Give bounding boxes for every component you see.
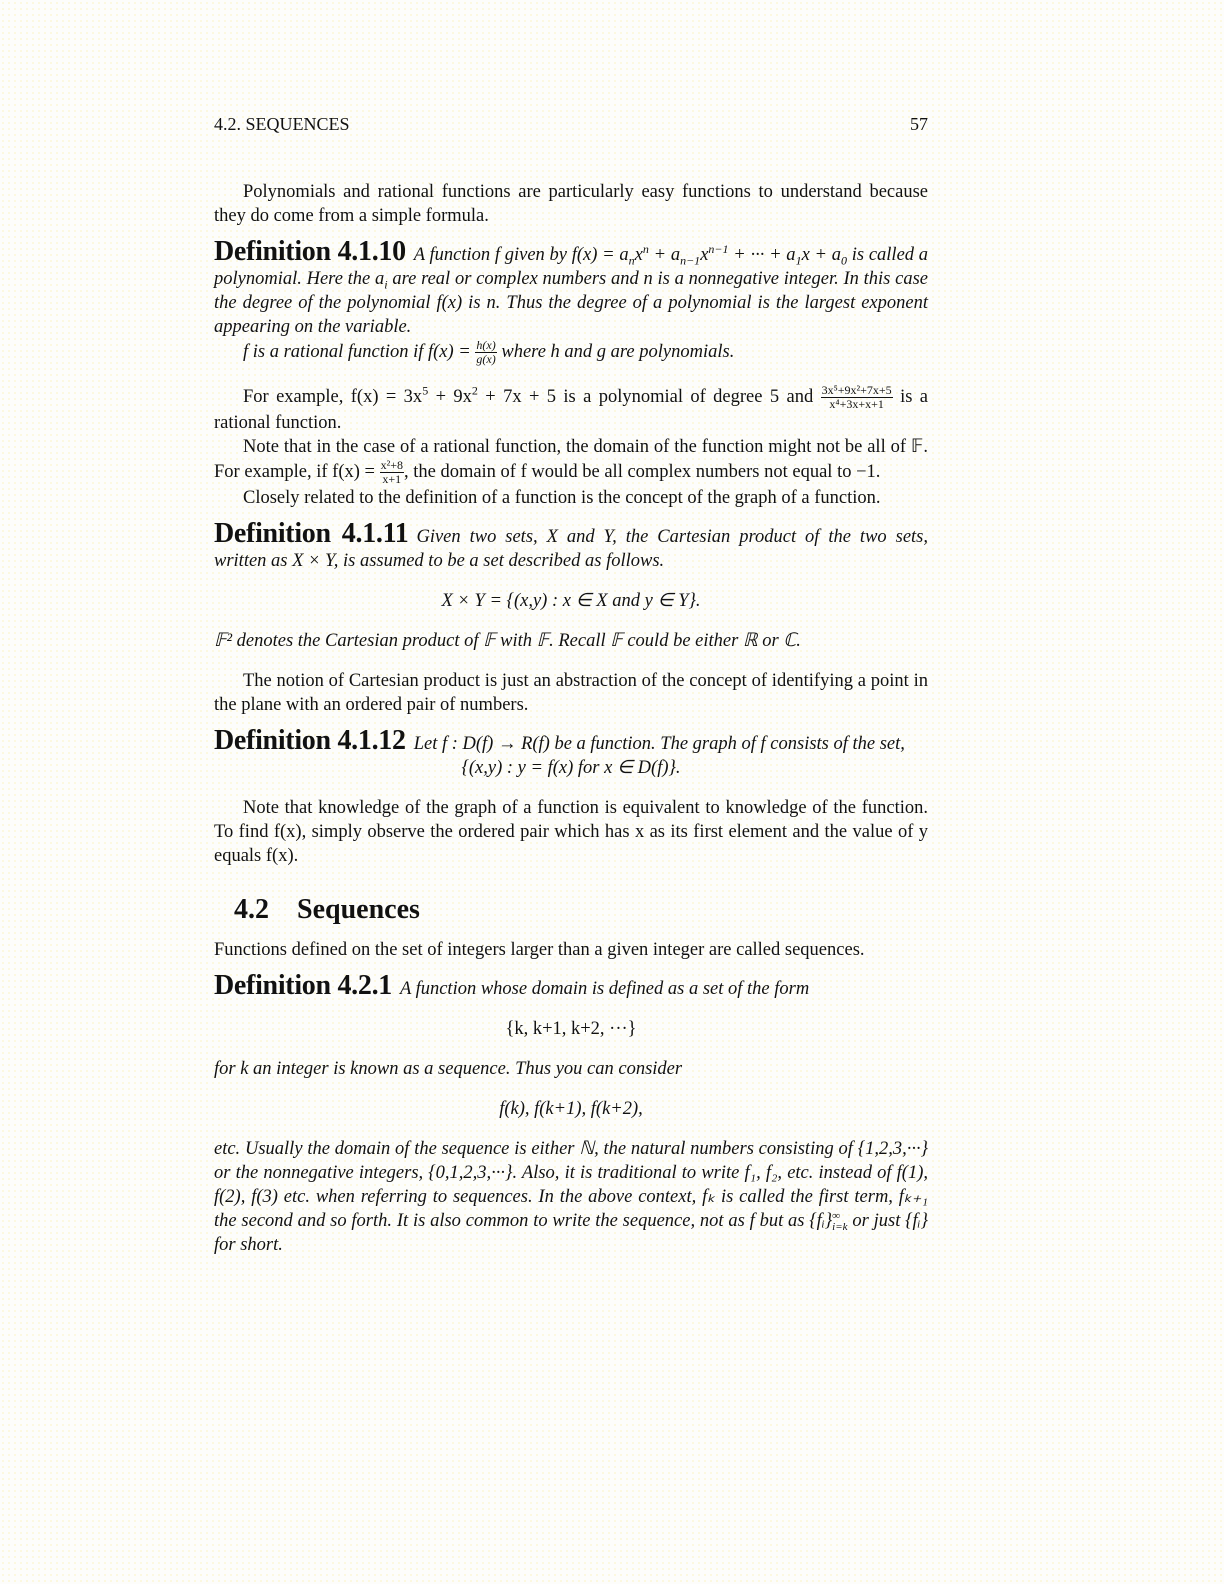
definition-label: Definition 4.2.1 [214,970,392,1001]
fraction-domain-example: $\frac{\text{x²+8}}{x+1}$ [380,458,403,486]
running-header-section: 4.2. SEQUENCES [214,114,350,134]
graph-knowledge-paragraph: Note that knowledge of the graph of a function is equivalent to knowledge of the function. To find f(x), simply observe the ordered pair which has x as its first element and the value of y equals f(x). [214,798,928,866]
definition-4-1-11: Definition 4.1.11 Given two sets, X and Y, the Cartesian product of the two sets, written as X × Y, is assumed to be a set described as follows. [214,518,928,571]
fraction-h-over-g: $\frac{h(x)}{g(x)}$ [476,338,496,366]
sequences-intro-paragraph: Functions defined on the set of integers larger than a given integer are called sequences. [214,940,865,960]
sequence-index-limits: ∞ i=k [832,1209,848,1233]
definition-4-1-12: Definition 4.1.12 Let f : D(f) → R(f) be a function. The graph of f consists of the set, [214,725,905,756]
definition-4-2-1: Definition 4.2.1 A function whose domain is defined as a set of the form [214,970,810,1001]
fraction-rational-example: $\frac{\text{3x⁵+9x²+7x+5}}{\text{x⁴+3x+x+1}}$ [821,383,892,411]
cartesian-product-formula: X × Y = {(x,y) : x ∈ X and y ∈ Y}. [441,591,701,611]
definition-4-1-10: Definition 4.1.10 A function f given by $f(x) = a_nx^n + a_{n-1}x^{n-1}$ + ··· + $a_1x + a_0$ is called a polynomial. Here the $a_i$ are real or complex numbers and n is a nonnegative integer. In this case the degree of the polynomial f(x) is n. Thus the degree of a polynomial is the largest exponent appearing on the variable. f is a rational function if f(x) = $\frac{h(x)}{g(x)}$ where h and g are polynomials. [214,236,929,366]
definition-label: Definition 4.1.11 [214,518,409,549]
sequence-terms-formula: f(k), f(k+1), f(k+2), [499,1099,643,1119]
graph-set-formula: {(x,y) : y = f(x) for x ∈ D(f)}. [461,758,681,778]
f-squared-note: 𝔽² denotes the Cartesian product of 𝔽 with 𝔽. Recall 𝔽 could be either ℝ or ℂ. [214,631,801,651]
definition-label: Definition 4.1.12 [214,725,406,756]
example-paragraph: For example, $f(x) = 3x^5 + 9x^2 + 7x + 5$ is a polynomial of degree 5 and $\frac{\text{3x⁵+9x²+7x+5}}{\text{x⁴+3x+x+1}}$ is a rational function. [214,383,929,433]
section-title: Sequences [297,894,420,925]
definition-label: Definition 4.1.10 [214,236,406,267]
sequence-domain-formula: {k, k+1, k+2, ···} [505,1019,637,1039]
section-heading [234,892,928,928]
intro-paragraph: Polynomials and rational functions are particularly easy functions to understand because they do come from a simple formula. [214,182,928,226]
running-header [214,110,928,138]
closely-related-paragraph: Closely related to the definition of a function is the concept of the graph of a function. [243,488,881,508]
sequence-middle-text: for k an integer is known as a sequence. Thus you can consider [214,1059,683,1079]
cartesian-notion-paragraph: The notion of Cartesian product is just an abstraction of the concept of identifying a point in the plane with an ordered pair of numbers. [214,671,928,715]
page-number: 57 [910,114,928,134]
domain-note-paragraph: Note that in the case of a rational function, the domain of the function might not be all of 𝔽. For example, if f(x) = $\frac{\text{x²+8}}{x+1}$ , the domain of f would be all complex numbers not equal to −1. [214,437,928,486]
document-page [214,110,928,1257]
sequence-final-paragraph: etc. Usually the domain of the sequence is either ℕ, the natural numbers consisting of {1,2,3,···} or the nonnegative integers, {0,1,2,3,···}. Also, it is traditional to write f₁, f₂, etc. instead of f(1), f(2), f(3) etc. when referring to sequences. In the above context, fₖ is called the first term, fₖ₊₁ the second and so forth. It is also common to write the sequence, not as f but as {fᵢ} ∞ i=k or just {fᵢ} for short. [214,1139,929,1255]
section-number: 4.2 [234,894,269,925]
